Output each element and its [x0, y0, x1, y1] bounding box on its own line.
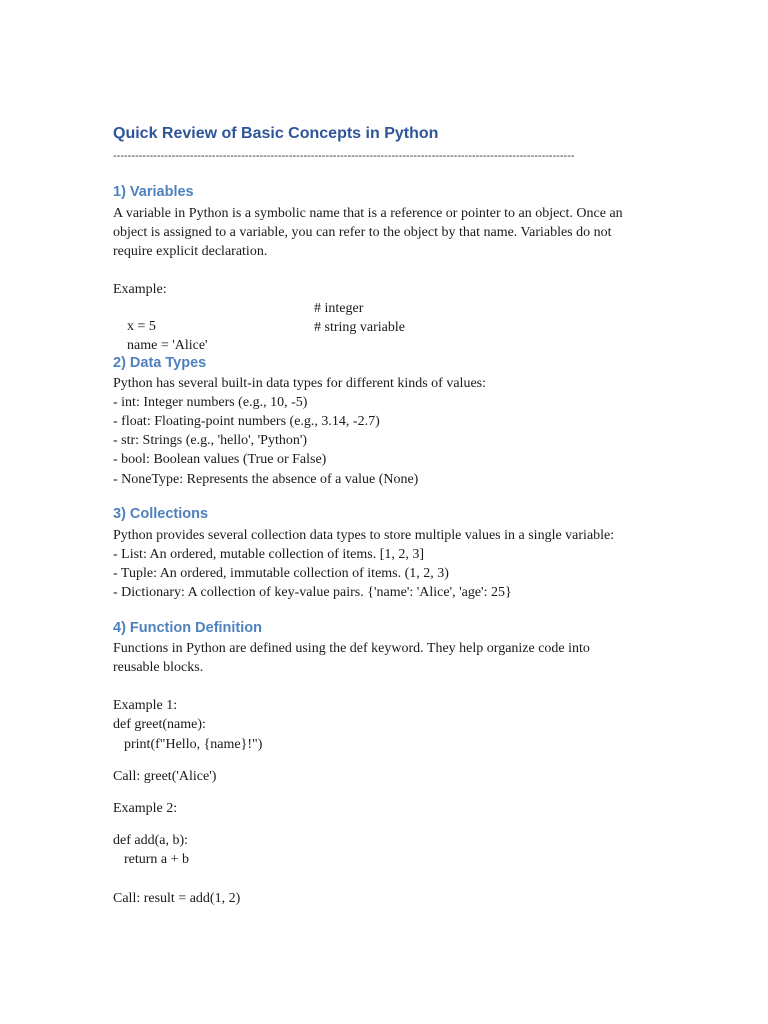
- example-label: Example:: [113, 282, 167, 297]
- paragraph-line: Python provides several collection data types to store multiple values in a single variable:: [113, 528, 615, 543]
- paragraph-line: Functions in Python are defined using the def keyword. They help organize code into: [113, 641, 590, 656]
- paragraph-line: reusable blocks.: [113, 660, 204, 675]
- code-line: print(f"Hello, {name}!"): [124, 737, 263, 752]
- list-item: - Tuple: An ordered, immutable collection of items. (1, 2, 3): [113, 566, 449, 581]
- page-title: Quick Review of Basic Concepts in Python: [113, 125, 439, 142]
- call-line: Call: result = add(1, 2): [113, 891, 241, 906]
- list-item: - int: Integer numbers (e.g., 10, -5): [113, 395, 308, 410]
- list-item: - List: An ordered, mutable collection of items. [1, 2, 3]: [113, 547, 425, 562]
- list-item: - str: Strings (e.g., 'hello', 'Python'): [113, 433, 308, 448]
- code-text: name = 'Alice': [127, 338, 208, 353]
- paragraph-line: Python has several built-in data types for different kinds of values:: [113, 376, 486, 391]
- list-item: - bool: Boolean values (True or False): [113, 452, 327, 467]
- example-label: Example 1:: [113, 698, 178, 713]
- code-line: return a + b: [124, 852, 190, 867]
- list-item: - Dictionary: A collection of key-value pairs. {'name': 'Alice', 'age': 25}: [113, 585, 512, 600]
- list-item: - NoneType: Represents the absence of a value (None): [113, 472, 419, 487]
- paragraph-line: object is assigned to a variable, you can refer to the object by that name. Variables do not: [113, 225, 612, 240]
- section-heading-function-definition: 4) Function Definition: [113, 620, 263, 636]
- call-line: Call: greet('Alice'): [113, 769, 217, 784]
- example-label: Example 2:: [113, 801, 178, 816]
- divider-rule: ------------------------------------------------------------------------------------------------------------------------------: [113, 150, 575, 162]
- list-item: - float: Floating-point numbers (e.g., 3.14, -2.7): [113, 414, 380, 429]
- code-comment: # integer: [314, 301, 364, 316]
- section-heading-collections: 3) Collections: [113, 506, 209, 522]
- code-line: def add(a, b):: [113, 833, 189, 848]
- paragraph-line: require explicit declaration.: [113, 244, 268, 259]
- paragraph-line: A variable in Python is a symbolic name that is a reference or pointer to an object. Once an: [113, 206, 623, 221]
- code-text: x = 5: [127, 319, 156, 334]
- code-comment: # string variable: [314, 320, 405, 335]
- section-heading-data-types: 2) Data Types: [113, 355, 207, 371]
- code-line: def greet(name):: [113, 717, 206, 732]
- section-heading-variables: 1) Variables: [113, 184, 194, 200]
